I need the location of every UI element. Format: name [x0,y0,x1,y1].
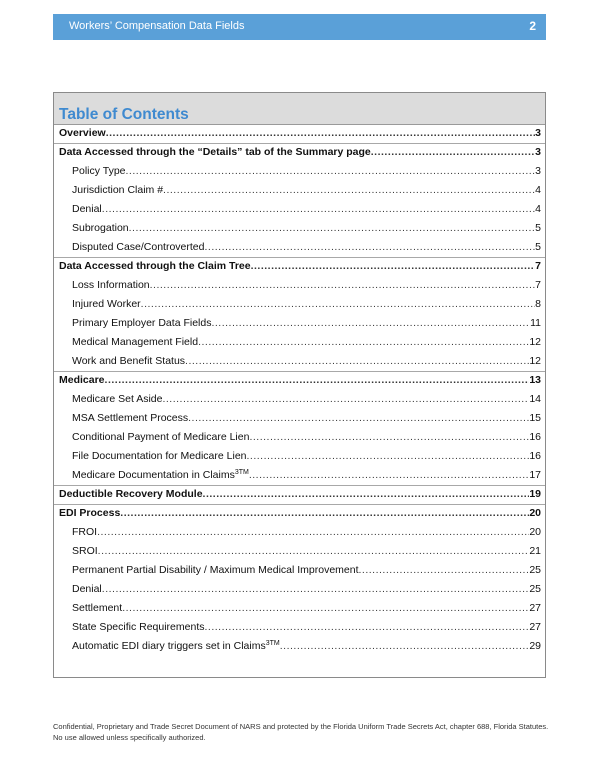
confidentiality-footer: Confidential, Proprietary and Trade Secret Document of NARS and protected by the Florida Uniform Trade Secrets Act, chapter 688, Florida Statutes. No use allowed unless specifically authorized. [53,722,549,742]
toc-entry-subrogation[interactable] [54,220,545,236]
toc-entry-page: 12 [529,355,541,367]
toc-entry-froi[interactable] [54,524,545,540]
toc-entry-label: MSA Settlement Process [72,412,189,424]
toc-entry-state-specific[interactable] [54,619,545,635]
toc-entry-label: Denial [72,583,102,595]
toc-entry-label: Medicare Documentation in Claims [72,469,235,481]
toc-entry-label: State Specific Requirements [72,621,205,633]
toc-entry-label: Loss Information [72,279,150,291]
toc-entry-ppd-mmi[interactable] [54,562,545,578]
toc-entry-label: Data Accessed through the “Details” tab of the Summary page [59,146,371,158]
toc-entry-page: 27 [529,621,541,633]
table-of-contents [53,92,546,678]
toc-entry-claim-tree[interactable] [54,258,545,274]
toc-title: Table of Contents [59,106,189,123]
toc-entry-label: Medicare Set Aside [72,393,163,405]
toc-entry-page: 5 [535,241,541,253]
toc-entry-page: 7 [535,260,541,272]
toc-entry-settlement[interactable] [54,600,545,616]
toc-entry-page: 7 [535,279,541,291]
toc-entry-sroi[interactable] [54,543,545,559]
trademark-superscript: 3TM [234,469,249,476]
toc-entry-page: 5 [535,222,541,234]
toc-entry-page: 20 [529,507,541,519]
toc-entry-label: Overview [59,127,106,139]
toc-entry-medicare-documentation[interactable] [54,467,545,483]
toc-entry-page: 20 [529,526,541,538]
toc-entry-page: 3 [535,127,541,139]
toc-entry-page: 17 [529,469,541,481]
toc-entry-label: File Documentation for Medicare Lien [72,450,247,462]
toc-entry-work-benefit-status[interactable] [54,353,545,369]
toc-entry-edi-denial[interactable] [54,581,545,597]
toc-entry-page: 3 [535,165,541,177]
toc-entry-details-tab[interactable] [54,144,545,160]
toc-entry-medicare[interactable] [54,372,545,388]
toc-entry-policy-type[interactable] [54,163,545,179]
toc-entry-label: Settlement [72,602,123,614]
toc-entry-medicare-set-aside[interactable] [54,391,545,407]
toc-entry-label: Automatic EDI diary triggers set in Claims [72,640,266,652]
toc-entry-page: 11 [530,317,541,329]
toc-entry-page: 15 [529,412,541,424]
toc-entry-page: 21 [529,545,541,557]
toc-entry-denial[interactable] [54,201,545,217]
toc-entry-label: Injured Worker [72,298,141,310]
toc-entry-label: Data Accessed through the Claim Tree [59,260,251,272]
toc-entry-page: 3 [535,146,541,158]
toc-entry-overview[interactable] [54,125,545,141]
toc-entry-page: 13 [529,374,541,386]
toc-entry-page: 19 [529,488,541,500]
toc-entry-page: 12 [529,336,541,348]
toc-entry-medical-management[interactable] [54,334,545,350]
toc-entry-label: Jurisdiction Claim # [72,184,164,196]
toc-entry-label: Policy Type [72,165,126,177]
toc-entry-injured-worker[interactable] [54,296,545,312]
toc-entry-page: 29 [529,640,541,652]
toc-entry-label: Conditional Payment of Medicare Lien [72,431,250,443]
toc-entry-page: 27 [529,602,541,614]
toc-entry-label: Permanent Partial Disability / Maximum Medical Improvement [72,564,359,576]
toc-entry-loss-information[interactable] [54,277,545,293]
toc-header [54,93,545,125]
toc-entry-primary-employer[interactable] [54,315,545,331]
toc-entry-msa-settlement[interactable] [54,410,545,426]
toc-entry-label: Disputed Case/Controverted [72,241,205,253]
toc-entry-page: 4 [535,184,541,196]
toc-entry-page: 25 [529,564,541,576]
header-page-number: 2 [529,19,536,33]
toc-entry-conditional-payment[interactable] [54,429,545,445]
toc-entry-label: SROI [72,545,98,557]
toc-entry-label: Work and Benefit Status [72,355,186,367]
toc-entry-page: 8 [535,298,541,310]
trademark-superscript: 3TM [265,640,280,647]
toc-entry-disputed-case[interactable] [54,239,545,255]
toc-entry-label: Primary Employer Data Fields [72,317,212,329]
toc-entry-label: Deductible Recovery Module [59,488,203,500]
toc-entry-deductible-recovery[interactable] [54,486,545,502]
toc-entry-label: EDI Process [59,507,121,519]
toc-entry-jurisdiction-claim[interactable] [54,182,545,198]
toc-entry-label: Medicare [59,374,105,386]
toc-entry-label: Medical Management Field [72,336,199,348]
toc-entry-edi-process[interactable] [54,505,545,521]
toc-entry-page: 14 [529,393,541,405]
toc-entry-label: Subrogation [72,222,129,234]
toc-entry-page: 4 [535,203,541,215]
running-header [53,14,546,40]
toc-entry-page: 25 [529,583,541,595]
header-title: Workers’ Compensation Data Fields [69,20,245,32]
toc-entry-page: 16 [529,450,541,462]
toc-entry-label: FROI [72,526,98,538]
toc-entry-page: 16 [529,431,541,443]
toc-entry-file-documentation[interactable] [54,448,545,464]
toc-entry-edi-diary-triggers[interactable] [54,638,545,654]
toc-entry-label: Denial [72,203,102,215]
